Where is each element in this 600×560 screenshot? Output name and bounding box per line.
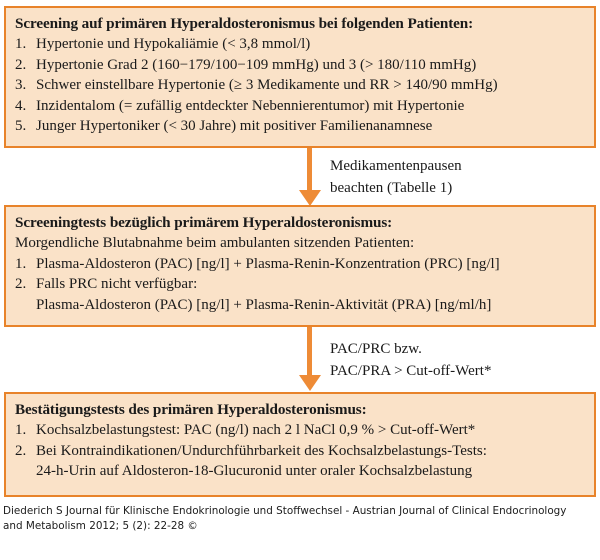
box-screening-tests: [4, 205, 596, 327]
box-screening-indications: [4, 6, 596, 148]
list-item: [15, 55, 585, 76]
box-confirm-list: [15, 420, 585, 482]
arrow-1-label-line1: Medikamentenpausen: [330, 158, 462, 174]
box-screening-title: Screening auf primären Hyperaldosteronismus bei folgenden Patienten:: [15, 15, 474, 32]
list-item-text: Hypertonie und Hypokaliämie (< 3,8 mmol/l): [36, 36, 311, 52]
box-confirm-title: Bestätigungstests des primären Hyperaldosteronismus:: [15, 401, 367, 418]
list-item: [15, 420, 585, 441]
box-tests-list: [15, 254, 585, 316]
list-item-text: Inzidentalom (= zufällig entdeckter Nebennierentumor) mit Hypertonie: [36, 97, 465, 114]
arrow-head: [299, 190, 321, 206]
arrow-2-label: [330, 338, 491, 382]
list-item-continuation: Plasma-Aldosteron (PAC) [ng/l] + Plasma-Renin-Aktivität (PRA) [ng/ml/h]: [36, 296, 492, 313]
list-item-continuation: 24-h-Urin auf Aldosteron-18-Glucuronid unter oraler Kochsalzbelastung: [36, 463, 473, 479]
list-item-text: Kochsalzbelastungstest: PAC (ng/l) nach 2 l NaCl 0,9 % > Cut-off-Wert*: [36, 422, 476, 438]
list-item-number: 2.: [15, 442, 27, 459]
list-item: [15, 116, 585, 137]
list-item-text: Hypertonie Grad 2 (160−179/100−109 mmHg) und 3 (> 180/110 mmHg): [36, 56, 477, 73]
arrow-2-label-line2: PAC/PRA > Cut-off-Wert*: [330, 363, 492, 379]
list-item-number: 1.: [15, 255, 27, 272]
arrow-head: [299, 375, 321, 391]
list-item: [15, 274, 585, 315]
list-item-text: Junger Hypertoniker (< 30 Jahre) mit positiver Familienanamnese: [36, 118, 433, 134]
list-item-number: 5.: [15, 118, 27, 134]
arrow-1-label: [330, 155, 462, 199]
list-item: [15, 96, 585, 117]
box-screening-list: [15, 34, 585, 137]
list-item: [15, 34, 585, 55]
box-confirmatory-tests: [4, 392, 596, 497]
list-item-number: 2.: [15, 56, 27, 73]
list-item-text: Plasma-Aldosteron (PAC) [ng/l] + Plasma-Renin-Konzentration (PRC) [ng/l]: [36, 255, 500, 272]
box-tests-title: Screeningtests bezüglich primärem Hyperaldosteronismus:: [15, 214, 393, 231]
list-item-text: Schwer einstellbare Hypertonie (≥ 3 Medikamente und RR > 140/90 mmHg): [36, 77, 498, 93]
list-item-number: 4.: [15, 97, 27, 114]
arrow-2-label-line1: PAC/PRC bzw.: [330, 341, 422, 357]
arrow-1-label-line2: beachten (Tabelle 1): [330, 180, 453, 196]
caption-line1: Diederich S Journal für Klinische Endokrinologie und Stoffwechsel - Austrian Journal of Clinical Endocrinology: [3, 505, 567, 517]
caption-line2: and Metabolism 2012; 5 (2): 22-28 ©: [3, 520, 198, 532]
arrow-shaft: [307, 148, 312, 192]
list-item-text: Bei Kontraindikationen/Undurchführbarkeit des Kochsalzbelastungs-Tests:: [36, 442, 487, 459]
arrow-down-icon: [299, 148, 321, 206]
list-item-number: 2.: [15, 276, 27, 292]
list-item: [15, 254, 585, 275]
list-item-number: 1.: [15, 36, 27, 52]
list-item-number: 1.: [15, 422, 27, 438]
list-item-text: Falls PRC nicht verfügbar:: [36, 276, 198, 292]
arrow-down-icon: [299, 327, 321, 393]
list-item-number: 3.: [15, 77, 27, 93]
arrow-shaft: [307, 327, 312, 377]
list-item: [15, 441, 585, 482]
list-item: [15, 75, 585, 96]
box-tests-subtitle: Morgendliche Blutabnahme beim ambulanten sitzenden Patienten:: [15, 235, 415, 251]
figure-caption: [3, 504, 597, 534]
